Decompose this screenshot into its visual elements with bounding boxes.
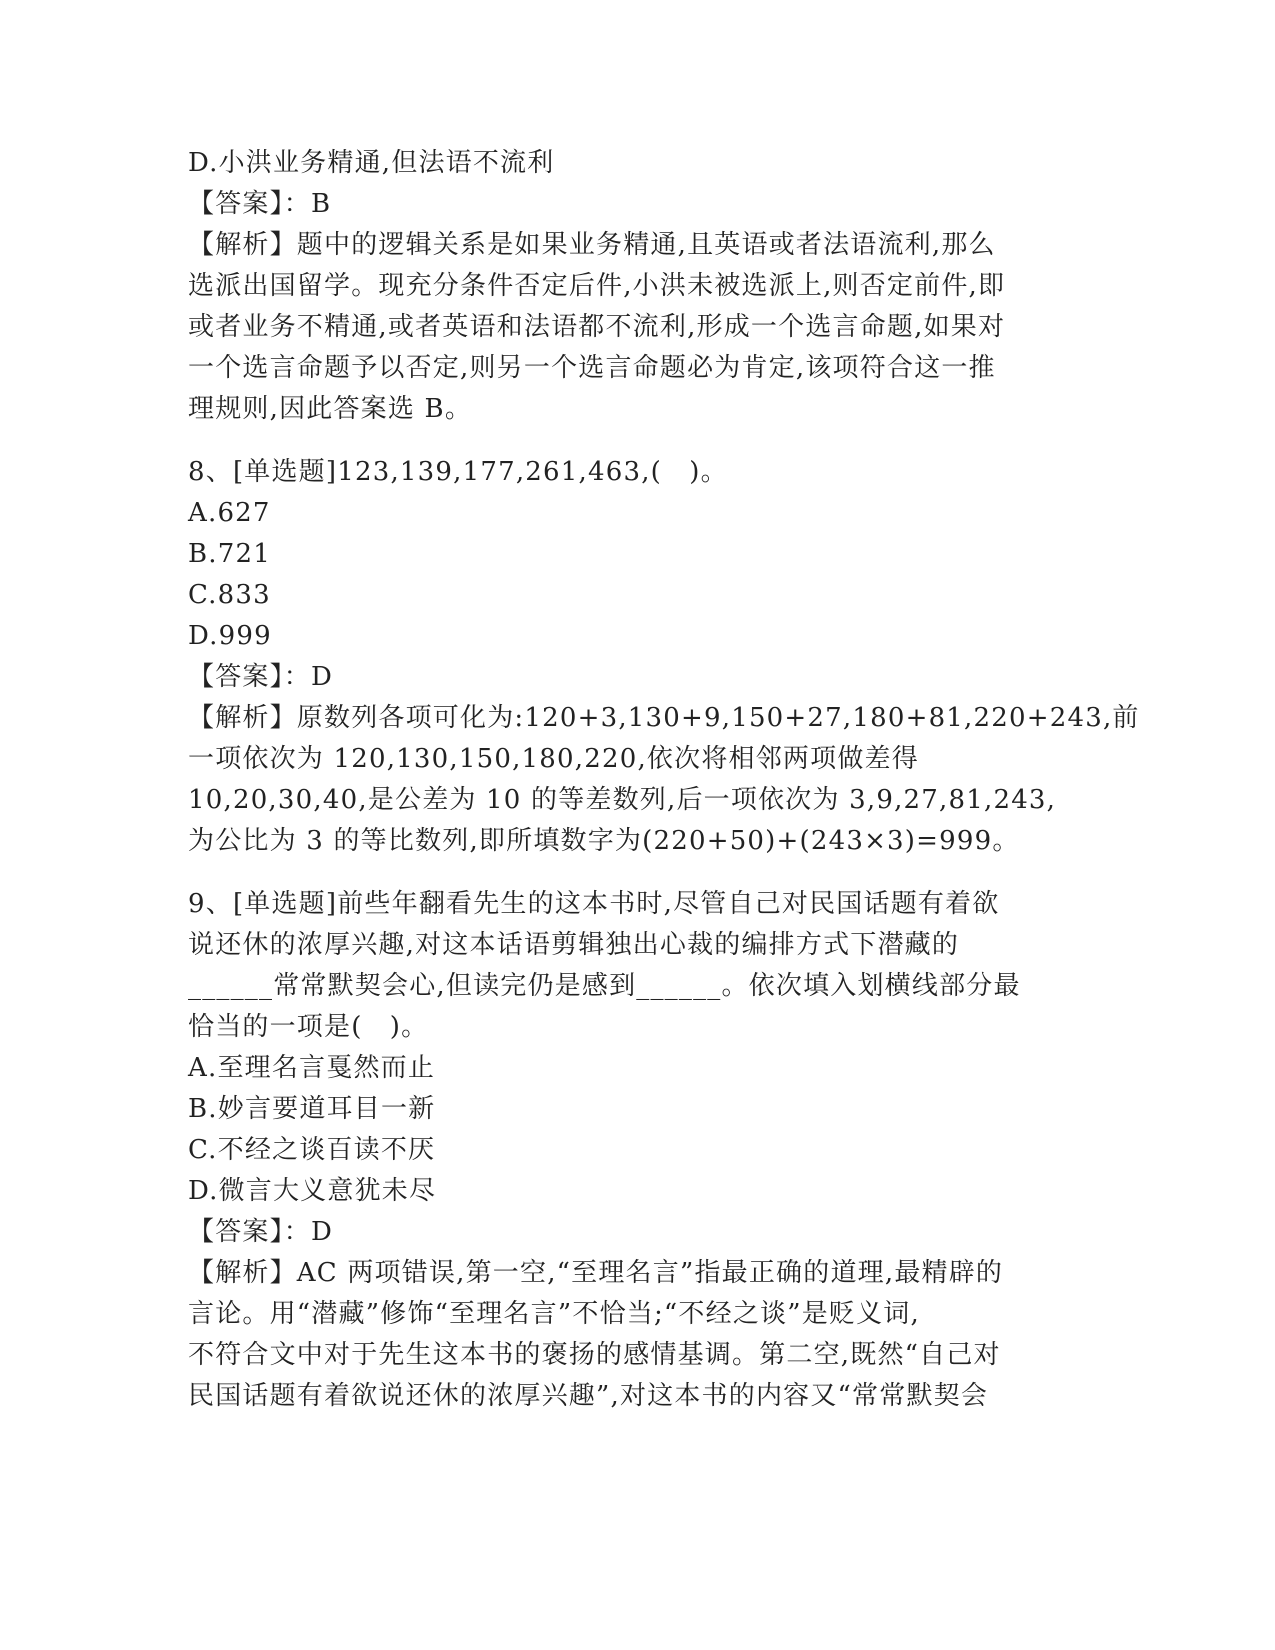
q8-option-c: C.833 xyxy=(188,580,271,610)
q7-analysis-line: 或者业务不精通,或者英语和法语都不流利,形成一个选言命题,如果对 xyxy=(188,312,1006,342)
q9-question-line: 说还休的浓厚兴趣,对这本话语剪辑独出心裁的编排方式下潜藏的 xyxy=(188,930,960,960)
q8-analysis-line: 一项依次为 120,130,150,180,220,依次将相邻两项做差得 xyxy=(188,744,919,774)
q8-analysis-line: 10,20,30,40,是公差为 10 的等差数列,后一项依次为 3,9,27,81,243, xyxy=(188,785,1057,815)
q9-option-b: B.妙言要道耳目一新 xyxy=(188,1094,436,1124)
q7-analysis-line: 一个选言命题予以否定,则另一个选言命题必为肯定,该项符合这一推 xyxy=(188,353,996,383)
q7-analysis-line: 【解析】题中的逻辑关系是如果业务精通,且英语或者法语流利,那么 xyxy=(188,230,996,260)
q9-question-line: 9、[单选题]前些年翻看先生的这本书时,尽管自己对民国话题有着欲 xyxy=(188,889,1000,919)
q9-question-line: 恰当的一项是( )。 xyxy=(188,1012,429,1042)
q8-analysis-line: 为公比为 3 的等比数列,即所填数字为(220+50)+(243×3)=999。 xyxy=(188,826,1020,856)
q9-answer: 【答案】：D xyxy=(188,1217,334,1247)
q9-option-a: A.至理名言戛然而止 xyxy=(188,1053,436,1083)
q8-option-d: D.999 xyxy=(188,621,272,651)
q9-analysis-line: 不符合文中对于先生这本书的褒扬的感情基调。第二空,既然“自己对 xyxy=(188,1340,1001,1370)
q9-option-d: D.微言大义意犹未尽 xyxy=(188,1176,437,1206)
q7-option-d: D.小洪业务精通,但法语不流利 xyxy=(188,148,555,178)
q8-analysis-line: 【解析】原数列各项可化为:120+3,130+9,150+27,180+81,220+243,前 xyxy=(188,703,1140,733)
q7-analysis-line: 理规则,因此答案选 B。 xyxy=(188,394,473,424)
q9-analysis-line: 民国话题有着欲说还休的浓厚兴趣”,对这本书的内容又“常常默契会 xyxy=(188,1381,989,1411)
q7-analysis-line: 选派出国留学。现充分条件否定后件,小洪未被选派上,则否定前件,即 xyxy=(188,271,1006,301)
q7-answer: 【答案】：B xyxy=(188,189,332,219)
q9-option-c: C.不经之谈百读不厌 xyxy=(188,1135,436,1165)
q9-analysis-line: 言论。用“潜藏”修饰“至理名言”不恰当;“不经之谈”是贬义词, xyxy=(188,1299,920,1329)
q8-question: 8、[单选题]123,139,177,261,463,( )。 xyxy=(188,457,728,487)
q8-option-b: B.721 xyxy=(188,539,271,569)
q9-question-line: ______常常默契会心,但读完仍是感到______。依次填入划横线部分最 xyxy=(188,971,1021,1001)
q9-analysis-line: 【解析】AC 两项错误,第一空,“至理名言”指最正确的道理,最精辟的 xyxy=(188,1258,1004,1288)
q8-answer: 【答案】：D xyxy=(188,662,334,692)
q8-option-a: A.627 xyxy=(188,498,271,528)
